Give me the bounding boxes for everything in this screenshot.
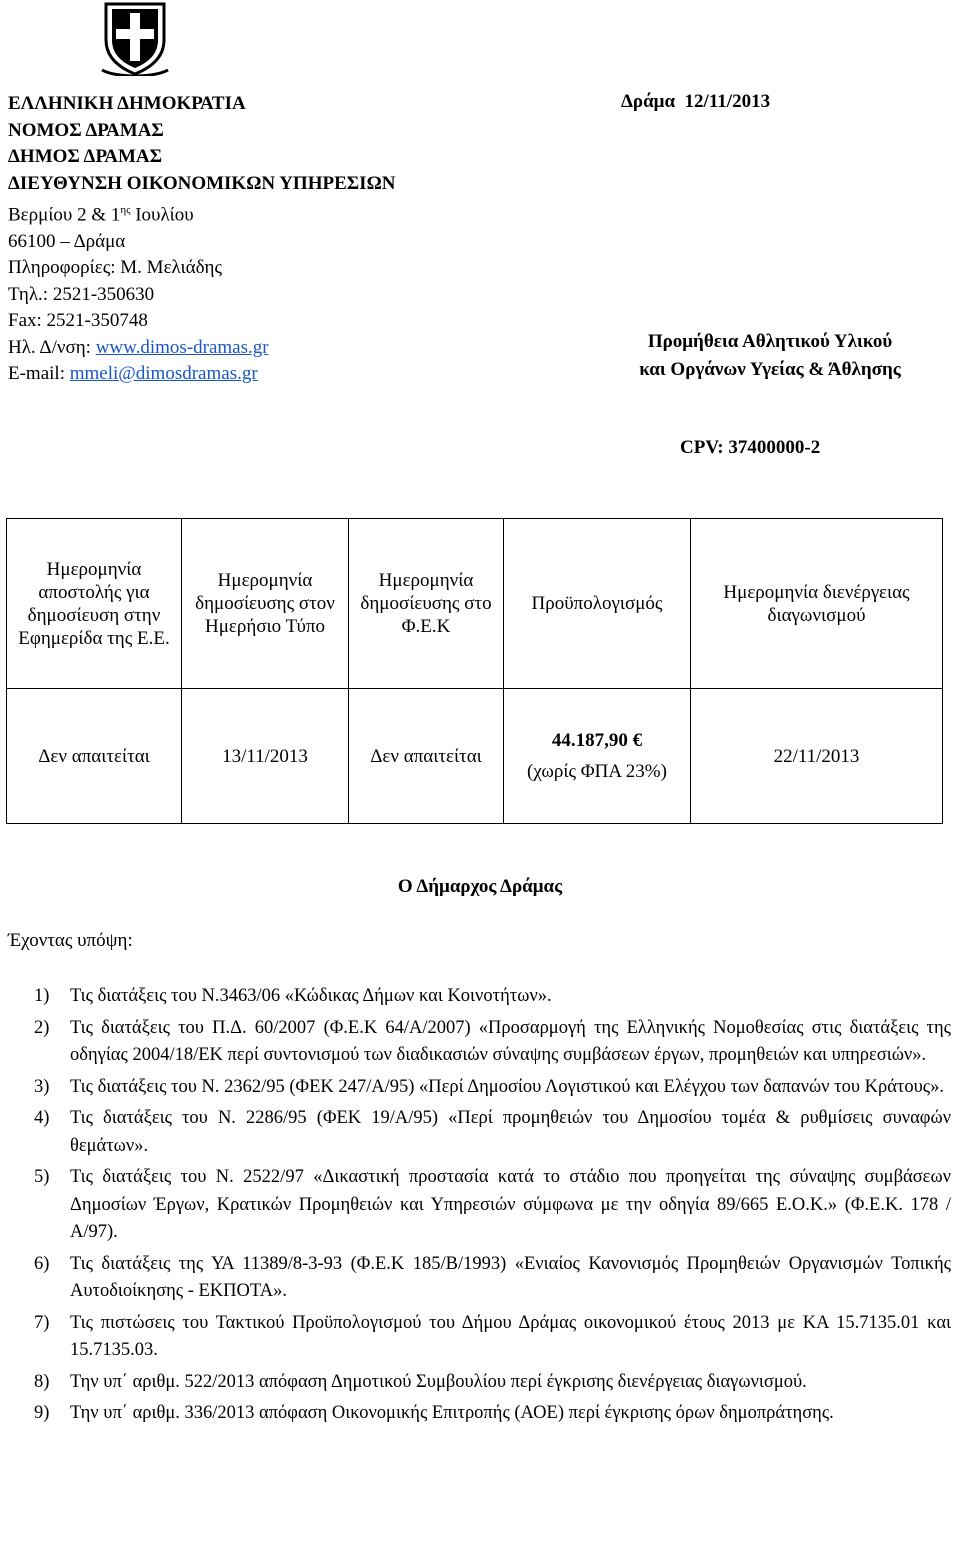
subject-line-1: Προμήθεια Αθλητικού Υλικού <box>647 331 893 352</box>
item-text: Τις διατάξεις του Ν.3463/06 «Κώδικας Δήμων και Κοινοτήτων». <box>70 986 552 1006</box>
list-item <box>8 1310 951 1365</box>
phone: Τηλ.: 2521-350630 <box>8 283 155 305</box>
list-item <box>8 1400 951 1428</box>
cell-budget <box>504 689 691 824</box>
list-item <box>8 1105 951 1160</box>
item-number: 2) <box>34 1017 50 1038</box>
list-item <box>8 1164 951 1247</box>
item-number: 8) <box>34 1371 50 1392</box>
item-text: Τις διατάξεις του Ν. 2286/95 (ΦΕΚ 19/Α/95) «Περί προμηθειών του Δημοσίου τομέα & ρυθμίσεις συναφών θεμάτων». <box>70 1108 951 1156</box>
email-label: E-mail: <box>8 363 70 385</box>
item-number: 3) <box>34 1076 50 1097</box>
email-row <box>8 361 396 388</box>
info-contact: Πληροφορίες: Μ. Μελιάδης <box>8 257 223 279</box>
address-street-end: Ιουλίου <box>130 204 194 226</box>
list-item <box>8 1074 951 1102</box>
item-text: Τις διατάξεις του Ν. 2522/97 «Δικαστική προστασία κατά το στάδιο που προηγείται της σύναψης συμβάσεων Δημοσίων Έργων, Κρατικών Προμηθειών και Υπηρεσιών σύμφωνα με την οδηγία 89/665 Ε.Ο.Κ.» (Φ.Ε.Κ. 178 /Α/97). <box>70 1167 951 1242</box>
sender-line: ΔΙΕΥΘΥΝΣΗ ΟΙΚΟΝΟΜΙΚΩΝ ΥΠΗΡΕΣΙΩΝ <box>8 172 396 194</box>
cell-fek: Δεν απαιτείται <box>349 689 504 824</box>
table-header-row <box>7 519 943 689</box>
header-daily-press: Ημερομηνία δημοσίευσης στον Ημερήσιο Τύπο <box>182 519 349 689</box>
item-text: Την υπ΄ αριθμ. 522/2013 απόφαση Δημοτικού Συμβουλίου περί έγκρισης διενέργειας διαγωνισμού. <box>70 1371 807 1392</box>
sender-line: ΝΟΜΟΣ ΔΡΑΜΑΣ <box>8 119 164 141</box>
cell-eu-journal: Δεν απαιτείται <box>7 689 182 824</box>
sender-block <box>8 91 396 388</box>
cpv-code: CPV: 37400000-2 <box>680 437 821 458</box>
header-fek: Ημερομηνία δημοσίευσης στο Φ.Ε.Κ <box>349 519 504 689</box>
item-number: 9) <box>34 1403 50 1423</box>
item-text: Τις πιστώσεις του Τακτικού Προϋπολογισμού του Δήμου Δράμας οικονομικού έτους 2013 με ΚΑ 15.7135.01 και 15.7135.03. <box>70 1312 951 1360</box>
address-street: Βερμίου 2 & 1 <box>8 204 121 226</box>
email-link[interactable]: mmeli@dimosdramas.gr <box>69 363 258 385</box>
table-row <box>7 689 943 824</box>
cell-tender-date: 22/11/2013 <box>691 689 943 824</box>
sender-line: ΕΛΛΗΝΙΚΗ ΔΗΜΟΚΡΑΤΙΑ <box>8 93 246 114</box>
list-item <box>8 1251 951 1306</box>
fax: Fax: 2521-350748 <box>8 310 148 332</box>
item-number: 5) <box>34 1167 50 1187</box>
address <box>8 197 396 229</box>
list-item <box>8 1369 951 1397</box>
address-superscript: ης <box>120 204 131 216</box>
cell-daily-press: 13/11/2013 <box>182 689 349 824</box>
item-text: Την υπ΄ αριθμ. 336/2013 απόφαση Οικονομικής Επιτροπής (ΑΟΕ) περί έγκρισης όρων δημοπράτησης. <box>70 1403 834 1423</box>
mayor-heading: Ο Δήμαρχος Δράμας <box>397 876 563 897</box>
website-label: Ηλ. Δ/νση: <box>8 336 96 358</box>
sender-line: ΔΗΜΟΣ ΔΡΑΜΑΣ <box>8 146 163 167</box>
subject <box>600 328 940 384</box>
considering-label: Έχοντας υπόψη: <box>8 930 133 951</box>
considerations-list <box>8 983 951 1432</box>
item-number: 4) <box>34 1108 50 1128</box>
header-eu-journal: Ημερομηνία αποστολής για δημοσίευση στην Εφημερίδα της Ε.Ε. <box>7 519 182 689</box>
item-text: Τις διατάξεις της ΥΑ 11389/8-3-93 (Φ.Ε.Κ 185/Β/1993) «Ενιαίος Κανονισμός Προμηθειών Οργανισμών Τοπικής Αυτοδιοίκησης - ΕΚΠΟΤΑ». <box>70 1253 951 1301</box>
publication-table <box>6 518 943 824</box>
budget-amount: 44.187,90 € <box>551 730 643 751</box>
postal-code: 66100 – Δράμα <box>8 230 126 252</box>
item-number: 1) <box>34 986 50 1006</box>
header-budget: Προϋπολογισμός <box>504 519 691 689</box>
website-link[interactable]: www.dimos-dramas.gr <box>95 336 269 358</box>
greek-coat-of-arms-icon <box>96 0 174 76</box>
list-item <box>8 1015 951 1070</box>
item-text: Τις διατάξεις του Π.Δ. 60/2007 (Φ.Ε.Κ 64/Α/2007) «Προσαρμογή της Ελληνικής Νομοθεσίας στις διατάξεις της οδηγίας 2004/18/ΕΚ περί συντονισμού των διαδικασιών σύναψης συμβάσεων έργων, προμηθειών και υπηρεσιών». <box>70 1017 951 1065</box>
budget-note: (χωρίς ΦΠΑ 23%) <box>527 761 667 782</box>
item-text: Τις διατάξεις του Ν. 2362/95 (ΦΕΚ 247/Α/95) «Περί Δημοσίου Λογιστικού και Ελέγχου των δαπανών του Κράτους». <box>70 1076 944 1097</box>
item-number: 6) <box>34 1253 50 1274</box>
subject-line-2: και Οργάνων Υγείας & Άθλησης <box>639 359 901 380</box>
list-item <box>8 983 951 1011</box>
document-date: Δράμα 12/11/2013 <box>621 91 771 112</box>
item-number: 7) <box>34 1312 50 1333</box>
website-row <box>8 335 396 362</box>
header-tender-date: Ημερομηνία διενέργειας διαγωνισμού <box>691 519 943 689</box>
